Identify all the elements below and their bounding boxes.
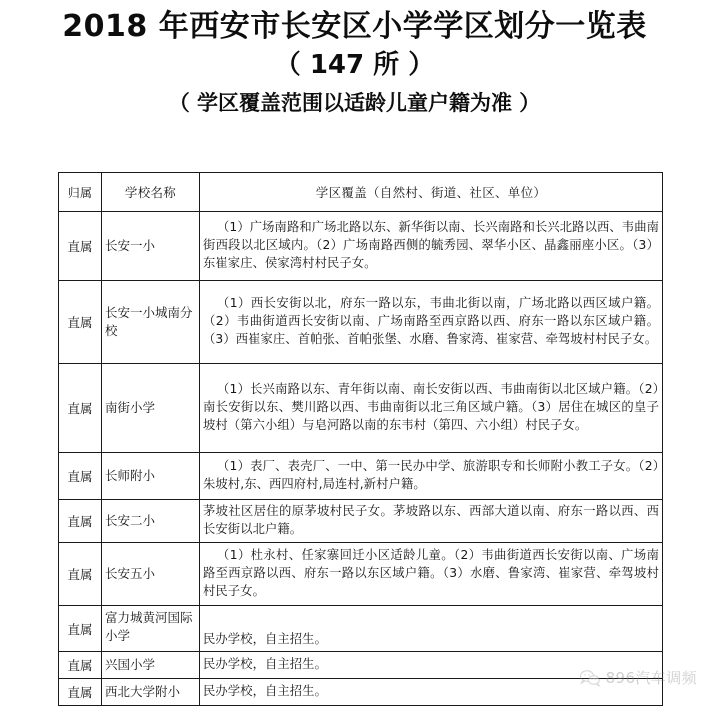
cell-school-name: 富力城黄河国际小学 xyxy=(102,606,200,652)
column-header-school-name: 学校名称 xyxy=(102,173,200,212)
cell-coverage: 民办学校，自主招生。 xyxy=(200,652,663,679)
cell-owner: 直属 xyxy=(59,543,102,606)
table-row xyxy=(59,453,663,500)
table-header-row xyxy=(59,173,663,212)
cell-owner: 直属 xyxy=(59,652,102,679)
table-row xyxy=(59,212,663,281)
column-header-owner: 归属 xyxy=(59,173,102,212)
table-head xyxy=(59,173,663,212)
page-subtitle-count: （ 147 所 ） xyxy=(274,50,435,81)
document-header xyxy=(0,0,709,123)
table-row xyxy=(59,500,663,543)
cell-school-name: 长安五小 xyxy=(102,543,200,606)
table-row xyxy=(59,679,663,706)
table-row xyxy=(59,652,663,679)
watermark-text: 896汽车调频 xyxy=(605,669,697,687)
cell-school-name: 西北大学附小 xyxy=(102,679,200,706)
column-header-coverage: 学区覆盖（自然村、街道、社区、单位） xyxy=(200,173,663,212)
cell-coverage: （1）杜永村、任家寨回迁小区适龄儿童。（2）韦曲街道西长安街以南、广场南路至西京路以西、府东一路以东区域户籍。（3）水磨、鲁家湾、崔家营、牵驾坡村村民子女。 xyxy=(200,543,663,606)
cell-coverage: （1）表厂、表壳厂、一中、第一民办中学、旅游职专和长师附小教工子女。（2）朱坡村,东、西四府村,局连村,新村户籍。 xyxy=(200,453,663,500)
cell-coverage: 民办学校，自主招生。 xyxy=(200,679,663,706)
page-note: （ 学区覆盖范围以适龄儿童户籍为准 ） xyxy=(168,91,541,116)
table-row xyxy=(59,606,663,652)
cell-coverage: 茅坡社区居住的原茅坡村民子女。茅坡路以东、西部大道以南、府东一路以西、西长安街以北户籍。 xyxy=(200,500,663,543)
cell-owner: 直属 xyxy=(59,364,102,453)
cell-owner: 直属 xyxy=(59,281,102,364)
school-district-table-container xyxy=(58,172,662,706)
table-body xyxy=(59,212,663,706)
table-row xyxy=(59,281,663,364)
cell-school-name: 长师附小 xyxy=(102,453,200,500)
cell-coverage: （1）广场南路和广场北路以东、新华街以南、长兴南路和长兴北路以西、韦曲南街西段以北区域内。（2）广场南路西侧的毓秀园、翠华小区、晶鑫丽座小区。（3）东崔家庄、侯家湾村村民子女。 xyxy=(200,212,663,281)
cell-owner: 直属 xyxy=(59,500,102,543)
cell-owner: 直属 xyxy=(59,606,102,652)
cell-school-name: 长安二小 xyxy=(102,500,200,543)
school-district-table xyxy=(58,172,663,706)
cell-owner: 直属 xyxy=(59,453,102,500)
cell-coverage: （1）西长安街以北，府东一路以东，韦曲北街以南，广场北路以西区域户籍。（2）韦曲街道西长安街以南、广场南路至西京路以西、府东一路以东区域户籍。（3）西崔家庄、首帕张、首帕张堡、水磨、鲁家湾、崔家营、牵驾坡村村民子女。 xyxy=(200,281,663,364)
page-title: 2018 年西安市长安区小学学区划分一览表 xyxy=(62,9,647,44)
cell-coverage: 民办学校，自主招生。 xyxy=(200,606,663,652)
cell-owner: 直属 xyxy=(59,212,102,281)
cell-school-name: 南街小学 xyxy=(102,364,200,453)
table-row xyxy=(59,364,663,453)
table-row xyxy=(59,543,663,606)
cell-school-name: 长安一小 xyxy=(102,212,200,281)
cell-school-name: 兴国小学 xyxy=(102,652,200,679)
cell-owner: 直属 xyxy=(59,679,102,706)
cell-coverage: （1）长兴南路以东、青年街以南、南长安街以西、韦曲南街以北区域户籍。（2）南长安街以东、樊川路以西、韦曲南街以北三角区域户籍。（3）居住在城区的皇子坡村（第六小组）与皂河路以南的东韦村（第四、六小组）村民子女。 xyxy=(200,364,663,453)
cell-school-name: 长安一小城南分校 xyxy=(102,281,200,364)
